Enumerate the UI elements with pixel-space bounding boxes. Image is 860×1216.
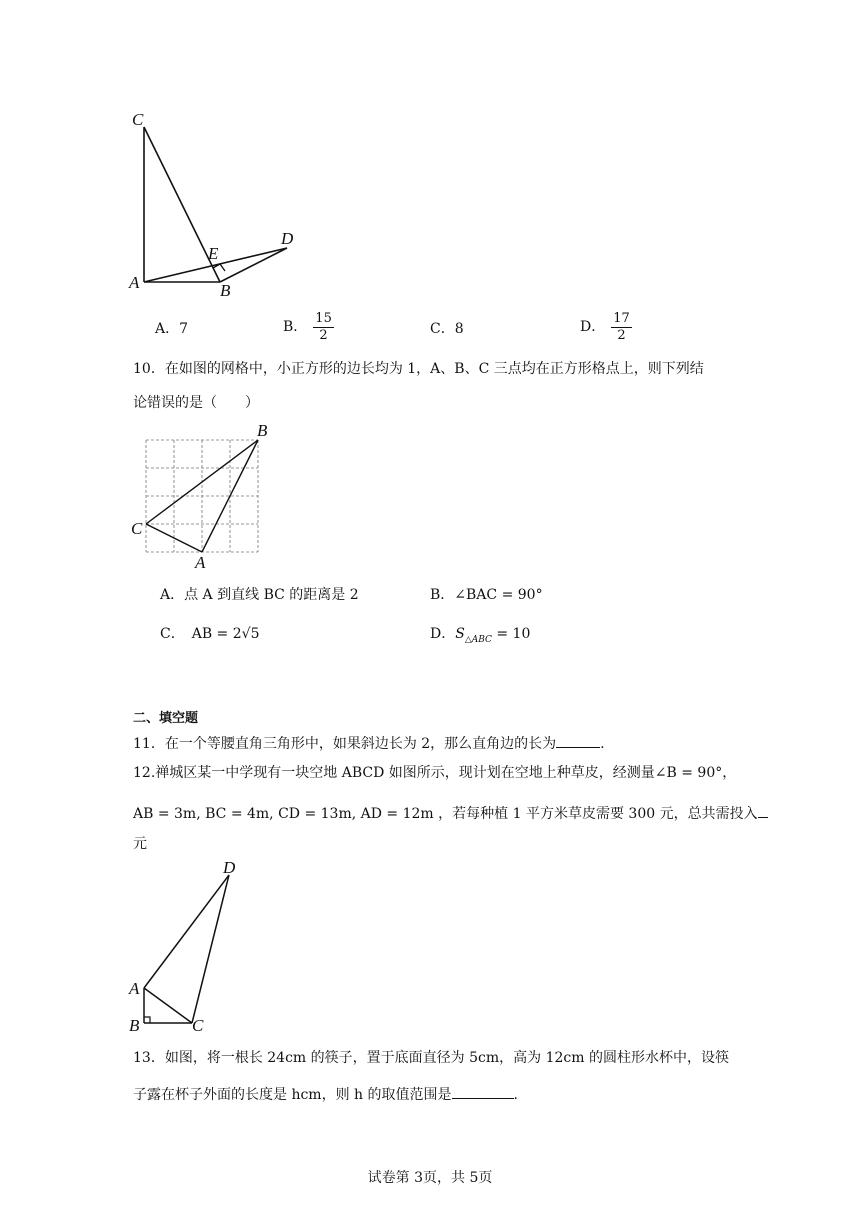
fig12-label-a: A [129, 979, 140, 998]
q9-option-c[interactable] [430, 322, 464, 336]
fig12-label-d: D [223, 858, 236, 877]
q12-answer-blank[interactable] [758, 803, 768, 818]
question-13-line-1: 13．如图，将一根长 24cm 的筷子，置于底面直径为 5cm，高为 12cm 的圆柱形水杯中，设筷 [133, 1050, 729, 1066]
q10-option-d-subscript: △ABC [464, 634, 492, 645]
q10-option-d-value: = 10 [491, 626, 531, 642]
q9-option-a-letter: A． [155, 321, 180, 337]
question-10-grid-figure [126, 422, 286, 572]
question-12-line-1: 12.禅城区某一中学现有一块空地 ABCD 如图所示，现计划在空地上种草皮，经测量∠B = 90°， [133, 765, 737, 781]
q10-option-d-letter: D． [430, 626, 456, 642]
question-9-figure [120, 105, 320, 305]
q9-option-c-letter: C． [430, 321, 455, 337]
fig10-label-a: A [195, 553, 206, 572]
q9-option-d[interactable] [580, 312, 632, 342]
fig12-label-b: B [129, 1016, 140, 1035]
q9-option-b-denominator: 2 [319, 327, 328, 343]
q10-option-d-symbol: S [455, 626, 465, 642]
fig9-label-b: B [220, 281, 231, 300]
q10-option-a[interactable]: A．点 A 到直线 BC 的距离是 2 [160, 587, 359, 603]
q9-option-c-value: 8 [454, 321, 464, 337]
fig10-label-b: B [257, 421, 268, 440]
page-footer: 试卷第 3页，共 5页 [367, 1170, 493, 1186]
q9-option-a-value: 7 [179, 321, 189, 337]
q9-option-d-letter: D． [580, 319, 606, 336]
question-11 [133, 733, 605, 751]
question-12-line-3: 元 [133, 836, 147, 852]
q9-option-d-numerator: 17 [613, 311, 630, 326]
fig9-label-e: E [208, 244, 219, 263]
question-11-text: 11．在一个等腰直角三角形中，如果斜边长为 2，那么直角边的长为 [133, 736, 557, 752]
question-13-line-2 [133, 1084, 518, 1102]
question-10-line-2: 论错误的是（ ） [133, 395, 259, 411]
question-12-line-2 [133, 803, 768, 821]
q9-option-b-numerator: 15 [315, 311, 332, 326]
question-11-end: . [600, 736, 605, 752]
q11-answer-blank[interactable] [556, 733, 600, 748]
fig9-label-a: A [129, 273, 140, 292]
q9-option-b-letter: B． [283, 319, 308, 336]
q9-option-d-fraction [611, 312, 632, 342]
q13-answer-blank[interactable] [452, 1084, 514, 1099]
fig10-label-c: C [131, 519, 143, 538]
question-12-figure [126, 858, 256, 1038]
q10-option-b[interactable]: B．∠BAC = 90° [430, 587, 543, 603]
question-13-end: . [513, 1087, 518, 1103]
fig9-label-d: D [281, 229, 294, 248]
q9-option-b-fraction [313, 312, 334, 342]
fig12-label-c: C [192, 1016, 204, 1035]
q9-option-d-denominator: 2 [617, 327, 626, 343]
q9-option-b[interactable] [283, 312, 334, 342]
q10-option-c[interactable]: C． AB = 2√5 [160, 626, 260, 642]
question-13-line-2-text: 子露在杯子外面的长度是 hcm，则 h 的取值范围是 [133, 1087, 452, 1103]
question-12-line-2-text: AB = 3m, BC = 4m, CD = 13m, AD = 12m ，若每种植 1 平方米草皮需要 300 元，总共需投入 [133, 806, 758, 822]
section-2-title: 二、填空题 [133, 711, 199, 726]
question-10-line-1: 10．在如图的网格中，小正方形的边长均为 1，A、B、C 三点均在正方形格点上，则下列结 [133, 361, 704, 377]
q10-option-d[interactable] [430, 627, 530, 645]
fig9-label-c: C [132, 110, 144, 129]
q9-option-a[interactable] [155, 322, 188, 336]
